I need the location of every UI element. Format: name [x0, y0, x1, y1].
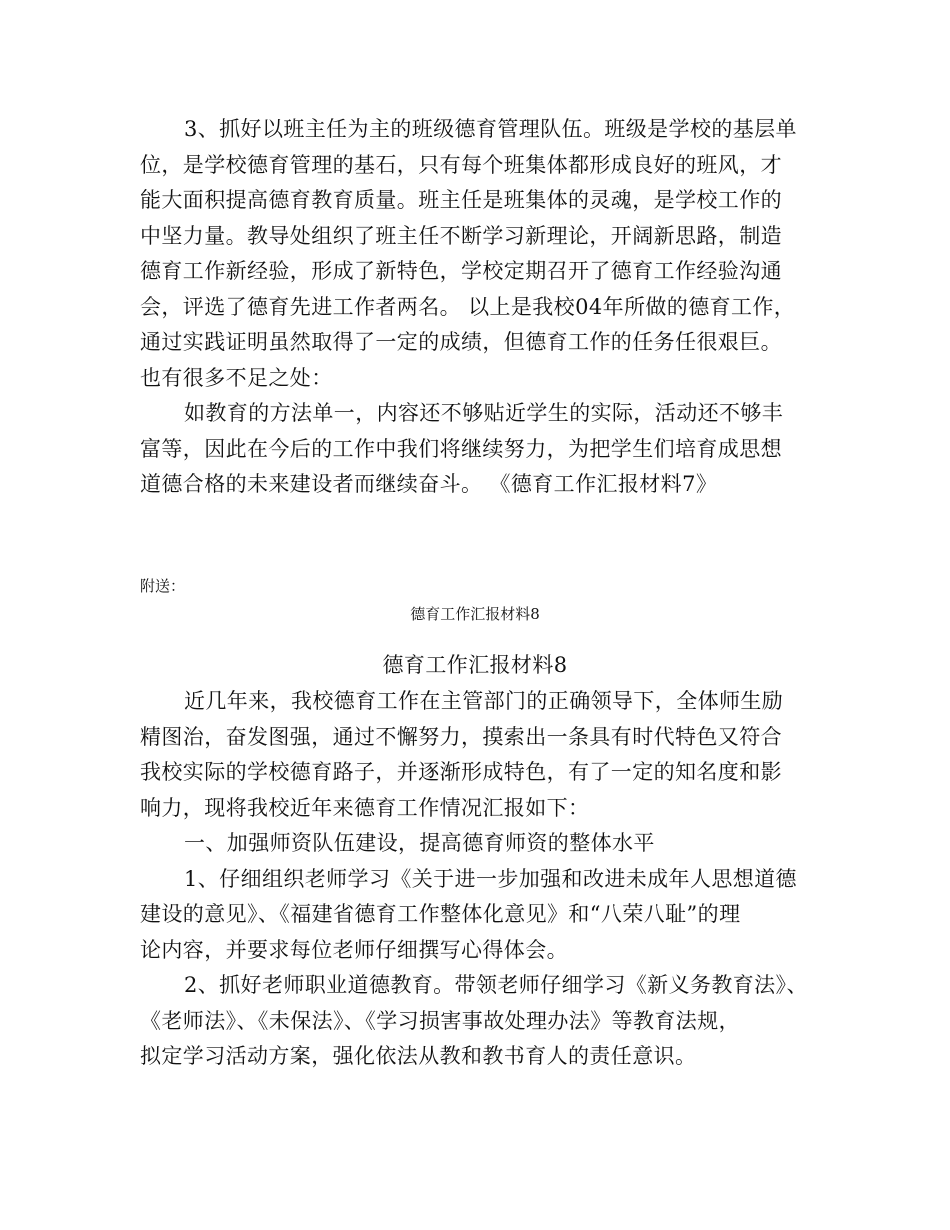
paragraph-line: 道德合格的未来建设者而继续奋斗。 《德育工作汇报材料7》 — [140, 472, 718, 496]
paragraph-line: 论内容，并要求每位老师仔细撰写心得体会。 — [140, 937, 568, 962]
paragraph-line: 也有很多不足之处： — [140, 365, 333, 390]
heading-line: 一、加强师资队伍建设，提高德育师资的整体水平 — [184, 831, 655, 855]
attachment-label: 附送： — [140, 577, 186, 595]
paragraph-line: 1、仔细组织老师学习《关于进一步加强和改进未成年人思想道德 — [184, 866, 797, 891]
paragraph-line: 通过实践证明虽然取得了一定的成绩，但德育工作的任务任很艰巨。 — [140, 330, 782, 354]
attachment-small-title: 德育工作汇报材料8 — [410, 605, 540, 623]
paragraph-line: 位，是学校德育管理的基石，只有每个班集体都形成良好的班风，才 — [140, 152, 782, 177]
report-section-7-text — [140, 112, 820, 503]
paragraph-line: 近几年来，我校德育工作在主管部门的正确领导下，全体师生励 — [184, 689, 784, 713]
paragraph-line: 2、抓好老师职业道德教育。带领老师仔细学习《新义务教育法》、 — [184, 973, 808, 997]
paragraph-line: 拟定学习活动方案，强化依法从教和教书育人的责任意识。 — [140, 1044, 697, 1068]
paragraph-line: 精图治，奋发图强，通过不懈努力，摸索出一条具有时代特色又符合 — [140, 724, 782, 749]
report-section-8-text — [140, 684, 820, 1075]
paragraph-line: 3、抓好以班主任为主的班级德育管理队伍。班级是学校的基层单 — [184, 117, 797, 141]
paragraph-line: 如教育的方法单一，内容还不够贴近学生的实际，活动还不够丰 — [184, 401, 784, 425]
paragraph-line: 《老师法》、《未保法》、《学习损害事故处理办法》等教育法规， — [140, 1008, 740, 1033]
paragraph-line: 德育工作新经验，形成了新特色，学校定期召开了德育工作经验沟通 — [140, 259, 782, 283]
paragraph-line: 会，评选了德育先进工作者两名。 以上是我校04年所做的德育工作， — [140, 294, 796, 319]
section-title: 德育工作汇报材料8 — [382, 653, 568, 677]
paragraph-line: 能大面积提高德育教育质量。班主任是班集体的灵魂，是学校工作的 — [140, 188, 782, 212]
paragraph-line: 建设的意见》、《福建省德育工作整体化意见》和“八荣八耻”的理 — [140, 902, 741, 926]
paragraph-line: 我校实际的学校德育路子，并逐渐形成特色，有了一定的知名度和影 — [140, 760, 782, 784]
paragraph-line: 富等，因此在今后的工作中我们将继续努力，为把学生们培育成思想 — [140, 436, 782, 461]
paragraph-line: 响力，现将我校近年来德育工作情况汇报如下： — [140, 795, 590, 820]
paragraph-line: 中坚力量。教导处组织了班主任不断学习新理论，开阔新思路，制造 — [140, 223, 782, 248]
